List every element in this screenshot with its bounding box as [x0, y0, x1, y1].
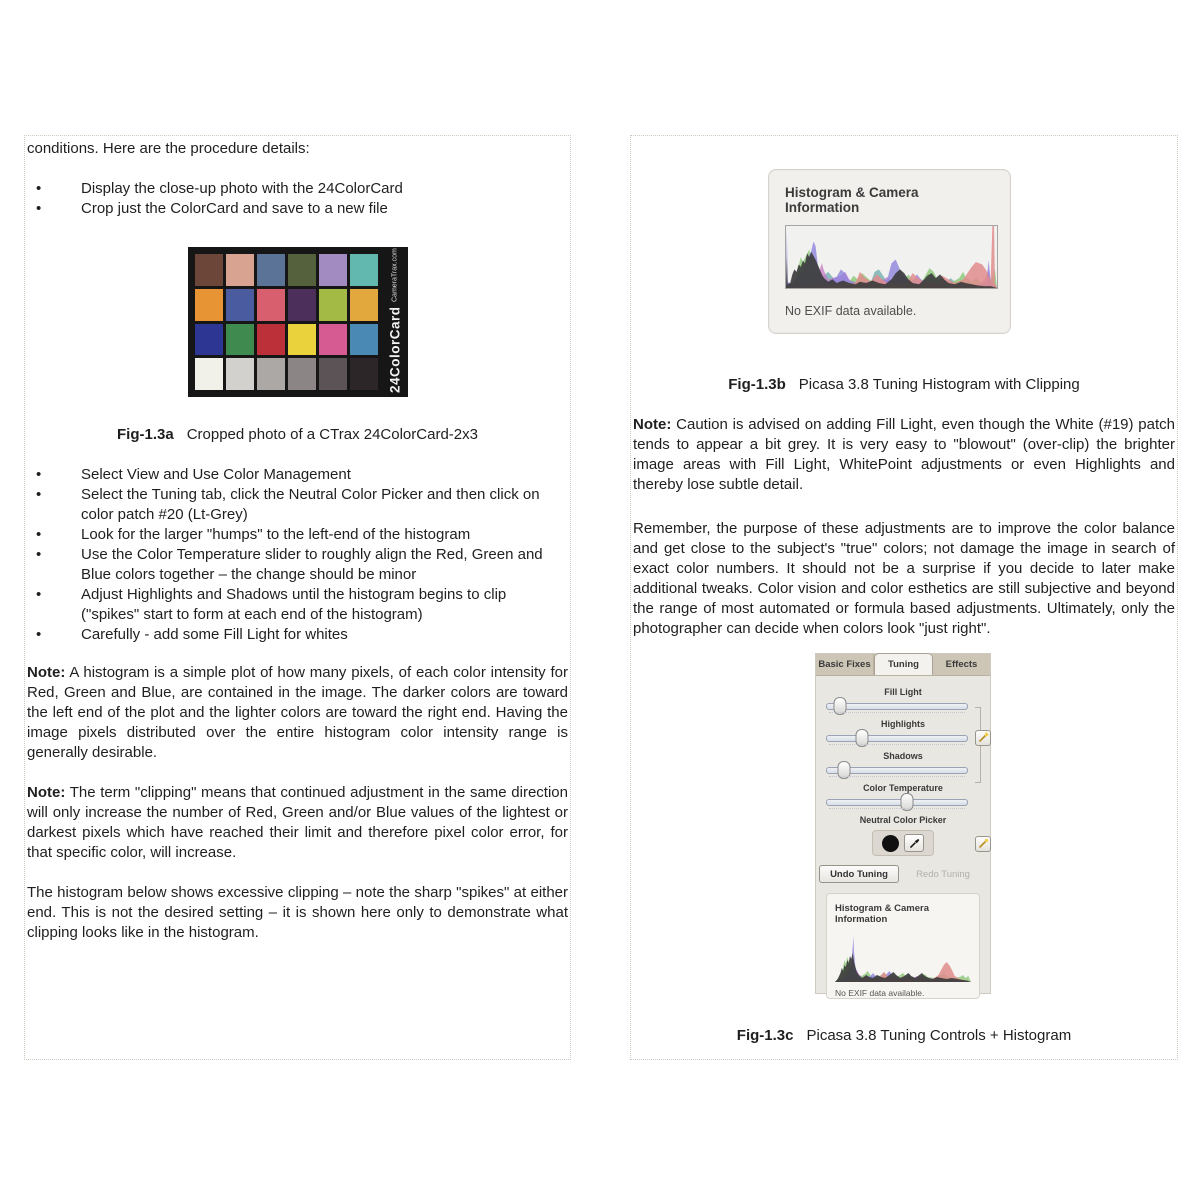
color-patch: [350, 254, 378, 286]
color-patch: [319, 358, 347, 390]
histogram-panel-title: Histogram & Camera Information: [835, 903, 929, 925]
magic-wand-icon: [976, 837, 990, 851]
redo-tuning-button-disabled[interactable]: Redo Tuning: [916, 868, 970, 880]
slider-color-temperature[interactable]: [826, 799, 968, 806]
color-patch: [195, 289, 223, 321]
color-patch: [226, 324, 254, 356]
exif-status-text: No EXIF data available.: [785, 304, 917, 318]
paragraph-remember: Remember, the purpose of these adjustments are to improve the color balance and get close to the subject's "true" colors; not damage the image in search of exact color numbers. It should not be a surprise if you decide to later make additional tweaks. Color vision and color esthetics are still subjective and beyond the range of most automated or formula based adjustments. Ultimately, only the photographer can decide when colors look "just right".: [633, 520, 1175, 637]
bullet-marker: •: [36, 180, 42, 197]
bullet-list-top: [27, 179, 568, 219]
figure-caption-text: Picasa 3.8 Tuning Controls + Histogram: [806, 1027, 1072, 1044]
color-card-grid: [195, 254, 378, 390]
bullet-text: Crop just the ColorCard and save to a new file: [81, 200, 388, 217]
figure-caption-text: Cropped photo of a CTrax 24ColorCard-2x3: [186, 426, 478, 443]
figure-caption-a: [27, 425, 568, 445]
histogram-panel-fig-b: [768, 169, 1011, 334]
histogram-panel-fig-c: [826, 893, 980, 999]
note-paragraph-1: Note: A histogram is a simple plot of how many pixels, of each color intensity for Red, Green and Blue, are contained in the image. The darker colors are toward the left end of the plot and the lighter colors are toward the right end. Having the image pixels distributed over the entire histogram color intensity range is generally desirable.: [27, 664, 569, 761]
note-paragraph-3: Note: Caution is advised on adding Fill Light, even though the White (#19) patch tends to appear a bit grey. It is very easy to "blowout" (over-clip) the brighter image areas with Fill Light, WhitePoint adjustments or even Highlights and thereby lose subtle detail.: [633, 416, 1175, 493]
undo-redo-row: [816, 865, 990, 883]
intro-paragraph: conditions. Here are the procedure details:: [27, 140, 310, 157]
note-label: Note:: [27, 664, 66, 681]
tab-basic-fixes[interactable]: Basic Fixes: [816, 654, 874, 675]
color-patch: [226, 358, 254, 390]
bullet-item: [27, 179, 568, 199]
tab-bar: [816, 654, 990, 676]
slider-thumb[interactable]: [856, 729, 869, 747]
color-patch: [288, 324, 316, 356]
paragraph-clipping-demo: The histogram below shows excessive clipping – note the sharp "spikes" at either end. This is not the desired setting – it is shown here only to demonstrate what clipping looks like in the histogram.: [27, 884, 568, 941]
tab-effects[interactable]: Effects: [945, 659, 978, 670]
color-patch: [350, 289, 378, 321]
bullet-item: [27, 485, 568, 525]
bullet-text: Look for the larger "humps" to the left-end of the histogram: [81, 526, 471, 543]
undo-tuning-button[interactable]: Undo Tuning: [819, 865, 899, 883]
color-patch: [319, 254, 347, 286]
slider-highlights[interactable]: [826, 735, 968, 742]
figure-label: Fig-1.3a: [117, 426, 174, 443]
picasa-tuning-panel: [815, 653, 991, 998]
color-card-brand: CameraTrax.com: [391, 248, 398, 303]
bullet-item: [27, 525, 568, 545]
slider-label: Color Temperature: [863, 783, 943, 793]
figure-caption-b: [633, 375, 1175, 395]
slider-label: Highlights: [881, 719, 925, 729]
histogram-panel-title: Histogram & Camera Information: [785, 185, 919, 215]
color-patch: [257, 358, 285, 390]
color-patch: [195, 254, 223, 286]
bullet-text: Use the Color Temperature slider to roughly align the Red, Green and Blue colors together – the change should be minor: [81, 546, 543, 583]
color-card-image: [188, 247, 408, 397]
neutral-color-picker-label: Neutral Color Picker: [859, 815, 947, 825]
bullet-marker: •: [36, 546, 42, 563]
bullet-text: Carefully - add some Fill Light for whites: [81, 626, 348, 643]
slider-shadows[interactable]: [826, 767, 968, 774]
slider-section: [816, 676, 990, 806]
bullet-item: [27, 625, 568, 645]
bullet-item: [27, 465, 568, 485]
color-patch: [319, 324, 347, 356]
slider-group: [816, 783, 990, 806]
color-patch: [257, 289, 285, 321]
bullet-text: Select View and Use Color Management: [81, 466, 351, 483]
figure-label: Fig-1.3c: [736, 1027, 794, 1044]
exif-status-text: No EXIF data available.: [835, 988, 925, 998]
bullet-marker: •: [36, 466, 42, 483]
picked-color-swatch: [882, 835, 899, 852]
bullet-marker: •: [36, 626, 42, 643]
color-patch: [195, 324, 223, 356]
color-patch: [288, 289, 316, 321]
slider-group: [816, 751, 990, 774]
slider-fill-light[interactable]: [826, 703, 968, 710]
right-text-column: [630, 135, 1178, 1060]
color-card-name: 24ColorCard: [386, 306, 402, 393]
bullet-text: Display the close-up photo with the 24ColorCard: [81, 180, 403, 197]
bullet-text: Select the Tuning tab, click the Neutral Color Picker and then click on color patch #20 (Lt-Grey): [81, 486, 540, 523]
bullet-list-main: [27, 465, 568, 645]
color-patch: [257, 254, 285, 286]
bullet-marker: •: [36, 200, 42, 217]
bullet-text: Adjust Highlights and Shadows until the histogram begins to clip ("spikes" start to form at each end of the histogram): [81, 586, 507, 623]
color-patch: [226, 289, 254, 321]
figure-caption-text: Picasa 3.8 Tuning Histogram with Clipping: [798, 376, 1080, 393]
slider-thumb[interactable]: [837, 761, 850, 779]
bullet-item: [27, 585, 568, 625]
tab-tuning[interactable]: Tuning: [874, 653, 933, 675]
eyedropper-button[interactable]: [904, 834, 924, 852]
left-text-column: [24, 135, 571, 1060]
color-patch: [226, 254, 254, 286]
magic-wand-icon: [976, 731, 990, 745]
eyedropper-icon: [908, 837, 921, 850]
color-patch: [195, 358, 223, 390]
slider-label: Fill Light: [884, 687, 922, 697]
color-patch: [319, 289, 347, 321]
color-patch: [288, 254, 316, 286]
bullet-item: [27, 545, 568, 585]
slider-label: Shadows: [883, 751, 923, 761]
note-label: Note:: [27, 784, 66, 801]
neutral-color-picker-control: [872, 830, 934, 856]
bullet-marker: •: [36, 586, 42, 603]
auto-color-button[interactable]: [975, 836, 991, 852]
color-patch: [350, 358, 378, 390]
bullet-marker: •: [36, 526, 42, 543]
histogram-plot-clipped: [785, 225, 998, 289]
color-patch: [350, 324, 378, 356]
slider-thumb[interactable]: [833, 697, 846, 715]
bullet-item: [27, 199, 568, 219]
slider-thumb[interactable]: [900, 793, 913, 811]
histogram-plot: [835, 932, 971, 982]
slider-group: [816, 719, 990, 742]
slider-group: [816, 687, 990, 710]
auto-tune-button[interactable]: [975, 730, 991, 746]
bullet-marker: •: [36, 486, 42, 503]
color-patch: [257, 324, 285, 356]
figure-label: Fig-1.3b: [728, 376, 786, 393]
color-patch: [288, 358, 316, 390]
color-card-side-label: [383, 248, 407, 393]
note-paragraph-2: Note: The term "clipping" means that continued adjustment in the same direction will only increase the number of Red, Green and/or Blue values of the lightest or darkest pixels which have reached their limit and therefore pixel color error, for that specific color, will increase.: [27, 784, 568, 861]
figure-caption-c: [633, 1026, 1175, 1046]
note-label: Note:: [633, 416, 672, 433]
